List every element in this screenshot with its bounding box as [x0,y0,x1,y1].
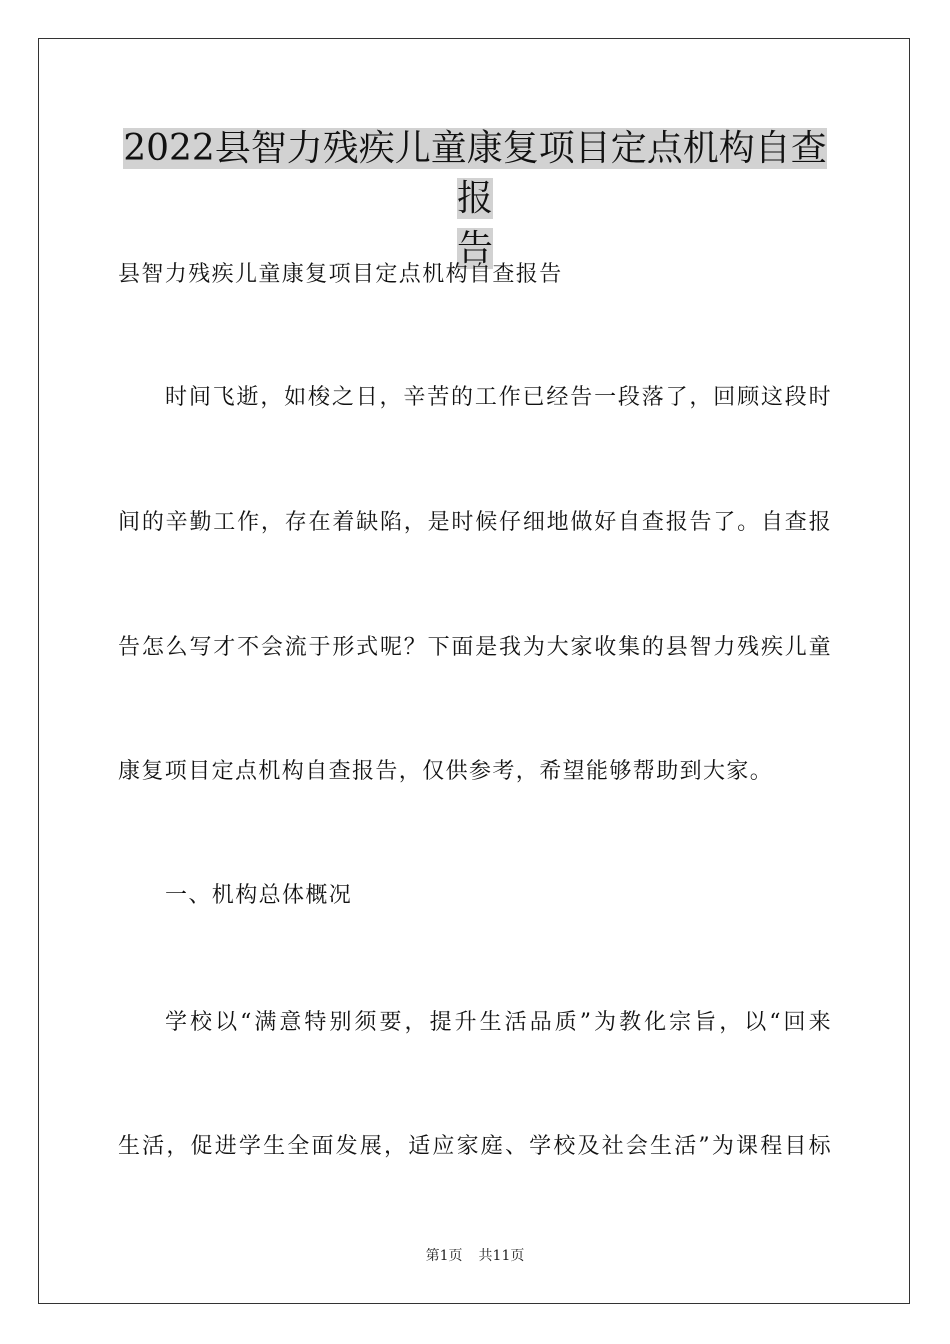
paragraph-line: 间的辛勤工作，存在着缺陷，是时候仔细地做好自查报告了。自查报 [118,510,832,535]
page-number-current: 第1页 [425,1248,463,1264]
paragraph-line: 康复项目定点机构自查报告，仅供参考，希望能够帮助到大家。 [118,759,774,784]
page-number-total: 共11页 [478,1248,525,1264]
title-line-2: 告 [456,228,493,269]
paragraph-line: 生活，促进学生全面发展，适应家庭、学校及社会生活”为课程目标 [118,1134,832,1159]
title-line-1: 2022县智力残疾儿童康复项目定点机构自查报 [123,128,827,219]
paragraph-line: 时间飞逝，如梭之日，辛苦的工作已经告一段落了，回顾这段时 [165,385,832,410]
page-footer [0,1246,950,1266]
paragraph-line: 告怎么写才不会流于形式呢？下面是我为大家收集的县智力残疾儿童 [118,635,832,660]
section-heading: 一、机构总体概况 [165,883,353,908]
document-title [118,124,832,274]
paragraph-line: 学校以“满意特别须要，提升生活品质”为教化宗旨，以“回来 [165,1010,832,1035]
subtitle-line: 县智力残疾儿童康复项目定点机构自查报告 [118,262,563,287]
